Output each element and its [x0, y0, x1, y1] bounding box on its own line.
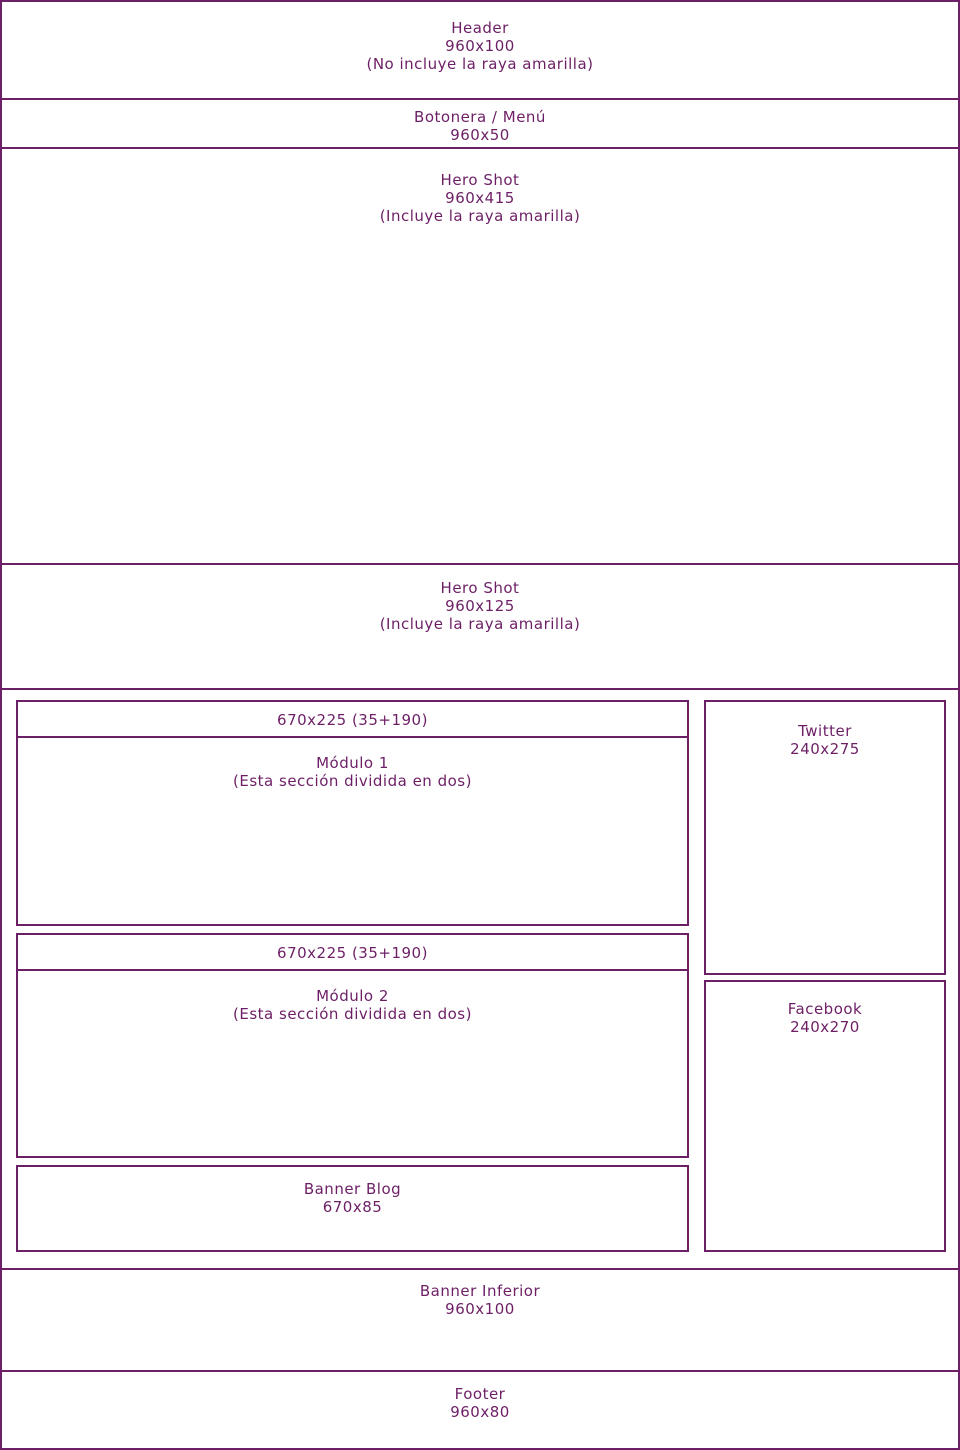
hero-secondary-title: Hero Shot	[440, 579, 520, 597]
hero-main-block	[0, 147, 960, 565]
facebook-size: 240x270	[790, 1018, 860, 1036]
module1-title: Módulo 1	[316, 754, 389, 772]
module1-dimensions: 670x225 (35+190)	[277, 711, 428, 729]
menu-title: Botonera / Menú	[414, 108, 546, 126]
hero-secondary-label	[2, 579, 958, 633]
module2-header	[16, 933, 689, 971]
banner-inferior-label	[2, 1282, 958, 1318]
menu-label	[2, 108, 958, 144]
header-label	[2, 19, 958, 73]
twitter-block	[704, 700, 946, 975]
banner-blog-title: Banner Blog	[303, 1180, 402, 1198]
hero-secondary-size: 960x125	[445, 597, 515, 615]
module1-body	[16, 736, 689, 926]
module2-top-label	[18, 944, 687, 962]
banner-blog-label	[18, 1180, 687, 1216]
menu-size: 960x50	[450, 126, 510, 144]
module1-top-label	[18, 711, 687, 729]
module1-header	[16, 700, 689, 738]
hero-main-size: 960x415	[445, 189, 515, 207]
header-size: 960x100	[445, 37, 515, 55]
module2-title: Módulo 2	[316, 987, 389, 1005]
facebook-title: Facebook	[787, 1000, 863, 1018]
banner-inferior-size: 960x100	[445, 1300, 515, 1318]
header-title: Header	[451, 19, 509, 37]
module2-label	[18, 987, 687, 1023]
twitter-size: 240x275	[790, 740, 860, 758]
hero-main-title: Hero Shot	[440, 171, 520, 189]
footer-label	[2, 1385, 958, 1421]
menu-block	[0, 98, 960, 149]
footer-block	[0, 1370, 960, 1450]
hero-main-label	[2, 171, 958, 225]
facebook-label	[706, 1000, 944, 1036]
hero-secondary-block	[0, 563, 960, 690]
module2-note: (Esta sección dividida en dos)	[233, 1005, 472, 1023]
module1-label	[18, 754, 687, 790]
banner-inferior-block	[0, 1268, 960, 1372]
banner-blog-size: 670x85	[322, 1198, 383, 1216]
footer-size: 960x80	[450, 1403, 510, 1421]
facebook-block	[704, 980, 946, 1252]
module2-body	[16, 969, 689, 1158]
header-note: (No incluye la raya amarilla)	[366, 55, 594, 73]
twitter-label	[706, 722, 944, 758]
footer-title: Footer	[454, 1385, 506, 1403]
header-block	[0, 0, 960, 100]
banner-inferior-title: Banner Inferior	[419, 1282, 541, 1300]
twitter-title: Twitter	[798, 722, 852, 740]
module2-dimensions: 670x225 (35+190)	[277, 944, 428, 962]
module1-note: (Esta sección dividida en dos)	[233, 772, 472, 790]
hero-secondary-note: (Incluye la raya amarilla)	[379, 615, 581, 633]
hero-main-note: (Incluye la raya amarilla)	[379, 207, 581, 225]
banner-blog-block	[16, 1165, 689, 1252]
